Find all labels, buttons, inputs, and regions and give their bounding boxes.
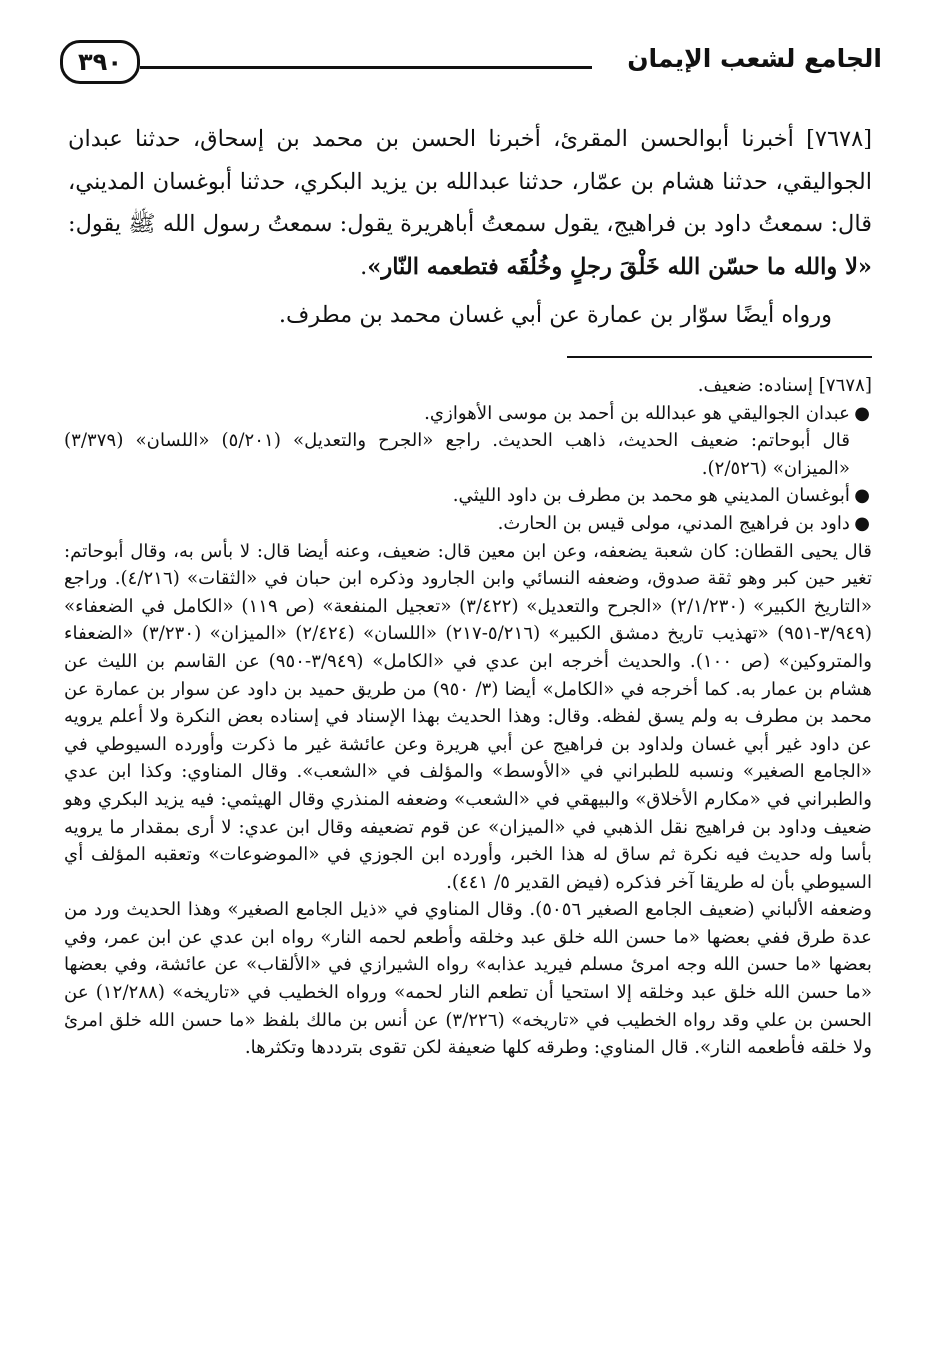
footnote-divider xyxy=(567,356,872,358)
bullet-icon: ● xyxy=(854,512,870,534)
main-text xyxy=(68,118,872,337)
footnote-list xyxy=(64,400,872,428)
list-item xyxy=(64,510,872,538)
book-title: الجامع لشعب الإيمان xyxy=(627,44,882,73)
footnote-paragraph-1: قال يحيى القطان: كان شعبة يضعفه، وعن ابن معين قال: ضعيف، وعنه أيضا قال: لا بأس به، وقال أبوحاتم: تغير حين كبر وهو ثقة صدوق، وضعفه النسائي وابن الجارود وذكره ابن حبان في «الثقات» (٤/٢١٦). وراجع «التاريخ الكبير» (٢/١/٢٣٠) «الجرح والتعديل» (٣/٤٢٢) «تعجيل المنفعة» (ص ١١٩) «الكامل في الضعفاء» (٣/٩٤٩-٩٥١) «تهذيب تاريخ دمشق الكبير» (٥/٢١٦-٢١٧) «اللسان» (٢/٤٢٤) «الميزان» (٣/٢٣٠) «الضعفاء والمتروكين» (ص ١٠٠). والحديث أخرجه ابن عدي في «الكامل» (٣/٩٤٩-٩٥٠) عن القاسم بن الليث عن هشام بن عمار به. كما أخرجه في «الكامل» أيضا (٣/ ٩٥٠) من طريق حميد بن داود عن سوار بن عمارة عن محمد بن مطرف به ولم يسق لفظه. وقال: وهذا الحديث بهذا الإسناد في إسناده بعض النكرة ولا أعلم يرويه عن داود غير أبي غسان ولداود بن فراهيج عن أبي هريرة وعن عائشة غير ما ذكرت وأورده السيوطي في «الجامع الصغير» ونسبه للطبراني في «الأوسط» والمؤلف في «الشعب». وقال المناوي: وكذا ابن عدي والطبراني في «مكارم الأخلاق» والبيهقي في «الشعب» وضعفه المنذري وقال الهيثمي: فيه يزيد البكري وهو ضعيف وداود بن فراهيج نقل الذهبي في «الميزان» عن قوم تضعيفه وقال ابن عدي: لا أرى بمقدار ما يرويه بأسا وله حديث فيه نكرة ثم ساق له هذا الخبر، وأورده ابن الجوزي في «الموضوعات» وتعقبه المؤلف أي السيوطي بأن له طريقا آخر فذكره (فيض القدير ٥/ ٤٤١). xyxy=(64,540,873,893)
footnotes xyxy=(64,372,872,1062)
hadith-end: . xyxy=(360,253,368,280)
footnote-paragraph-2: وضعفه الألباني (ضعيف الجامع الصغير ٥٠٥٦). وقال المناوي في «ذيل الجامع الصغير» وهذا الحديث ورد من عدة طرق ففي بعضها «ما حسن الله خلق عبد وخلقه وأطعم لحمه النار» رواه ابن عدي عن ابن عمر، وفي بعضها «ما حسن الله وجه امرئ مسلم فيريد عذابه» رواه الشيرازي في «الألقاب» عن عائشة، وفي بعضها «ما حسن الله خلق عبد وخلقه إلا استحيا أن تطعم النار لحمه» ورواه الخطيب في «تاريخه» (١٢/٢٨٨) عن الحسن بن علي وقد رواه الخطيب في «تاريخه» (٣/٢٢٦) عن أنس بن مالك بلفظ «ما حسن الله خلق امرئ ولا خلقه فأطعمه النار». قال المناوي: وطرقه كلها ضعيفة لكن تقوى بترددها وتكثرها. xyxy=(64,899,872,1059)
list-item xyxy=(64,400,872,428)
bullet-icon: ● xyxy=(854,485,870,507)
hadith-paragraph xyxy=(68,118,872,288)
list-item xyxy=(64,482,872,510)
narrator-dawud: داود بن فراهيج المدني، مولى قيس بن الحارث. xyxy=(497,512,850,534)
narrator-abdan: عبدان الجواليقي هو عبدالله بن أحمد بن موسى الأهوازي. xyxy=(424,402,850,424)
footnote-heading: [٧٦٧٨] إسناده: ضعيف. xyxy=(697,375,872,396)
page-number: ٣٩٠ xyxy=(60,40,140,84)
bullet-icon: ● xyxy=(854,402,870,424)
narrator-abu-ghassan: أبوغسان المديني هو محمد بن مطرف بن داود الليثي. xyxy=(452,485,850,507)
narrator-abdan-detail: قال أبوحاتم: ضعيف الحديث، ذاهب الحديث. راجع «الجرح والتعديل» (٥/٢٠١) «اللسان» (٣/٣٧٩) «الميزان» (٢/٥٢٦). xyxy=(64,430,851,479)
footnote-list-2 xyxy=(64,482,872,537)
riwaya-line: ورواه أيضًا سوّار بن عمارة عن أبي غسان محمد بن مطرف. xyxy=(278,302,832,328)
header-rule xyxy=(140,66,592,69)
hadith-matn: «لا والله ما حسّن الله خَلْقَ رجلٍ وخُلُقَه فتطعمه النّار» xyxy=(367,253,872,280)
page-header xyxy=(60,36,882,100)
hadith-isnad: [٧٦٧٨] أخبرنا أبوالحسن المقرئ، أخبرنا الحسن بن محمد بن إسحاق، حدثنا عبدان الجواليقي، حدثنا هشام بن عمّار، حدثنا عبدالله بن يزيد البكري، حدثنا أبوغسان المديني، قال: سمعتُ داود بن فراهيج، يقول سمعتُ أباهريرة يقول: سمعتُ رسول الله ﷺ يقول: xyxy=(68,126,872,237)
